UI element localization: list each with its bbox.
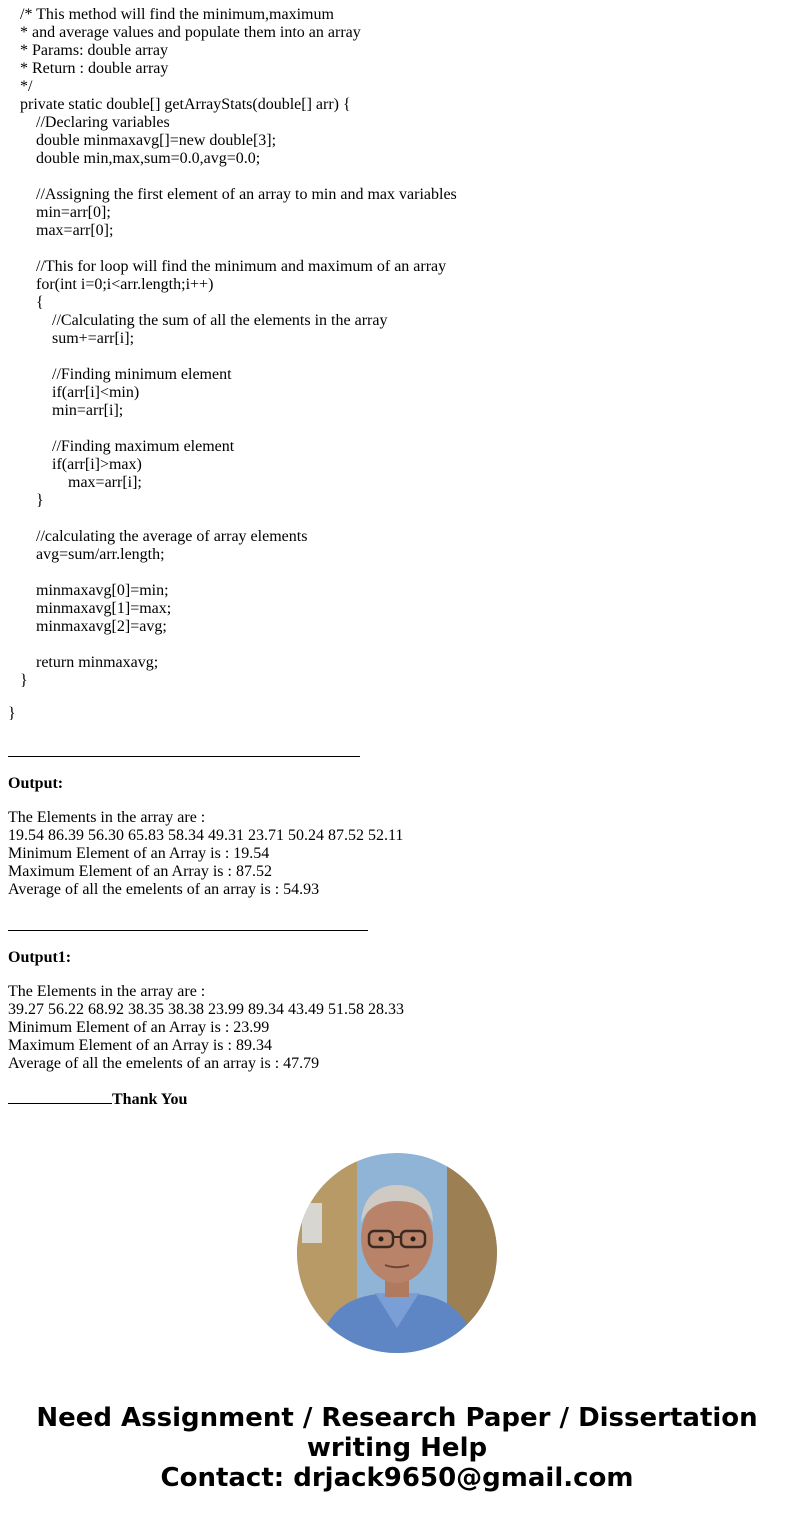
code-line: if(arr[i]<min) [8,384,140,401]
code-line: //This for loop will find the minimum and maximum of an array [8,258,447,275]
contact-line: Contact: drjack9650@gmail.com [160,1463,634,1493]
code-line: return minmaxavg; [8,654,159,671]
code-line [8,420,457,438]
code-line: minmaxavg[1]=max; [8,600,172,617]
code-line: minmaxavg[2]=avg; [8,618,167,635]
output-line: The Elements in the array are : [8,983,206,1000]
code-line: min=arr[0]; [8,204,111,221]
code-line [8,168,457,186]
code-line: for(int i=0;i<arr.length;i++) [8,276,214,293]
output-line: Average of all the emelents of an array is : 47.79 [8,1055,320,1072]
output-heading: Output: [8,775,64,792]
code-line [8,510,457,528]
class-closing-brace: } [8,705,16,722]
promo-footer [0,1403,794,1493]
code-line: //Finding maximum element [8,438,235,455]
output1-heading: Output1: [8,949,72,966]
promo-line: writing Help [306,1433,488,1463]
code-line: } [8,492,44,509]
code-line: //Declaring variables [8,114,170,131]
code-line [8,240,457,258]
divider [8,930,368,931]
output-line: Minimum Element of an Array is : 19.54 [8,845,270,862]
code-line: double minmaxavg[]=new double[3]; [8,132,277,149]
thank-you-text: Thank You [112,1091,188,1108]
output-line: Average of all the emelents of an array is : 54.93 [8,881,320,898]
code-line: /* This method will find the minimum,maximum [8,6,334,23]
promo-line: Need Assignment / Research Paper / Dissertation [36,1403,758,1433]
code-line: */ [8,78,33,95]
author-photo [297,1153,497,1353]
code-line: avg=sum/arr.length; [8,546,165,563]
code-line: sum+=arr[i]; [8,330,135,347]
code-line: * Params: double array [8,42,168,59]
code-line: } [8,672,28,689]
code-line: max=arr[i]; [8,474,142,491]
thank-you-line [8,1089,187,1109]
code-line: //Calculating the sum of all the elements in the array [8,312,388,329]
code-listing [8,6,457,690]
output-line: Maximum Element of an Array is : 89.34 [8,1037,272,1054]
code-line: * and average values and populate them into an array [8,24,361,41]
divider [8,756,360,757]
output-line: Maximum Element of an Array is : 87.52 [8,863,272,880]
code-line: private static double[] getArrayStats(double[] arr) { [8,96,351,113]
output-line: 19.54 86.39 56.30 65.83 58.34 49.31 23.71 50.24 87.52 52.11 [8,827,404,844]
output-line: The Elements in the array are : [8,809,206,826]
output-block [8,809,403,899]
output-line: Minimum Element of an Array is : 23.99 [8,1019,270,1036]
code-line: minmaxavg[0]=min; [8,582,169,599]
code-line [8,636,457,654]
underline-rule [8,1089,112,1104]
portrait-image [297,1153,497,1353]
output1-block [8,983,404,1073]
code-line: * Return : double array [8,60,169,77]
code-line: //Assigning the first element of an array to min and max variables [8,186,457,203]
code-line: min=arr[i]; [8,402,124,419]
code-line [8,348,457,366]
code-line: max=arr[0]; [8,222,114,239]
code-line: double min,max,sum=0.0,avg=0.0; [8,150,261,167]
code-line: //calculating the average of array elements [8,528,308,545]
code-line [8,564,457,582]
code-line: //Finding minimum element [8,366,232,383]
output-line: 39.27 56.22 68.92 38.35 38.38 23.99 89.34 43.49 51.58 28.33 [8,1001,404,1018]
code-line: if(arr[i]>max) [8,456,142,473]
code-line: { [8,294,44,311]
